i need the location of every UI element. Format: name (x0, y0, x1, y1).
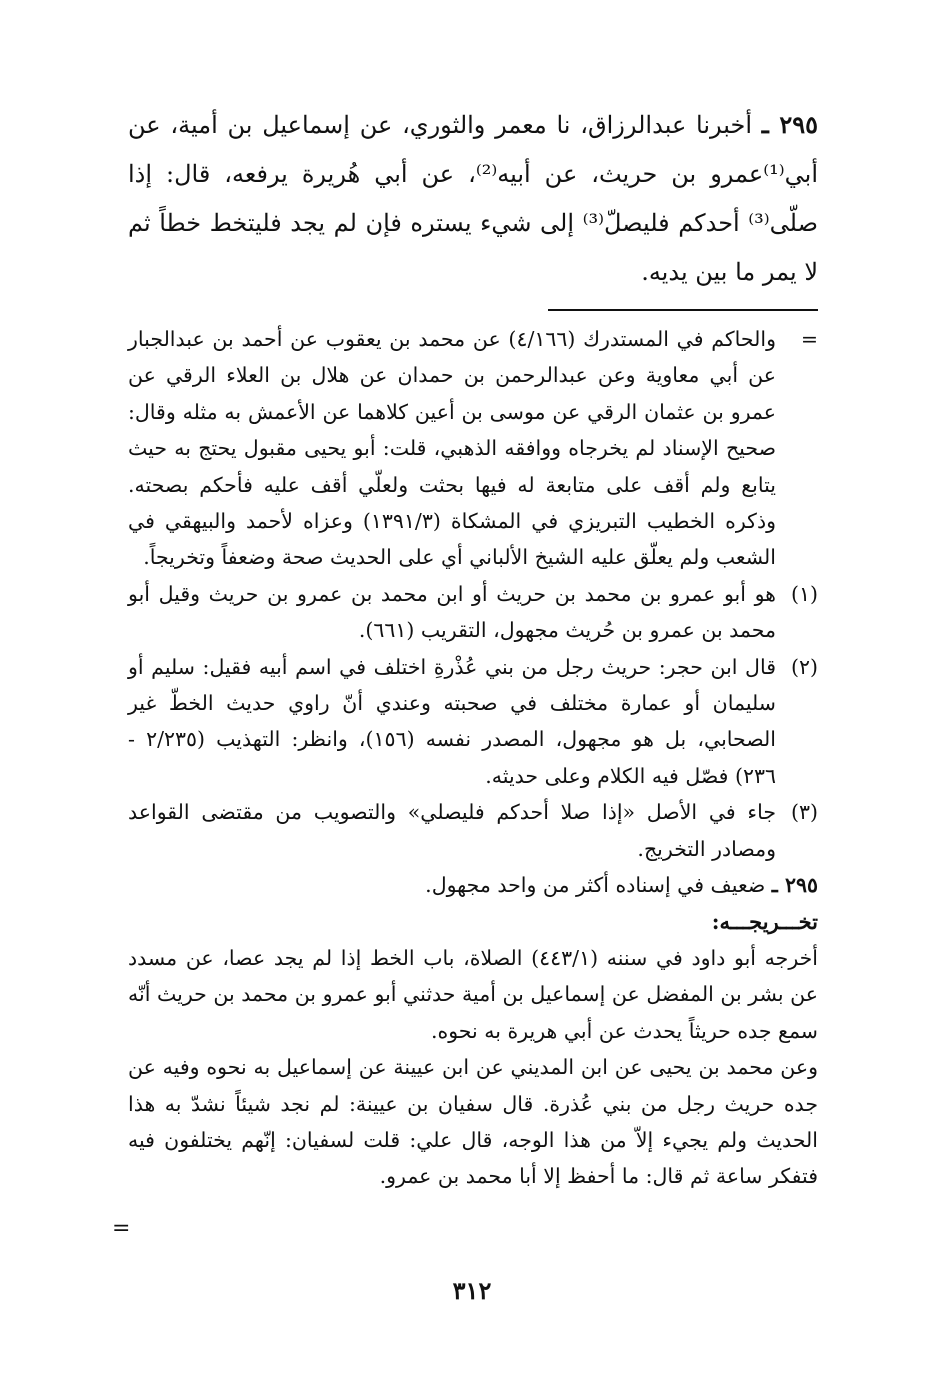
footnote-3-text: جاء في الأصل «إذا صلا أحدكم فليصلي» والتصويب من مقتضى القواعد ومصادر التخريج. (128, 800, 776, 861)
footnote-continuation-mark: = (800, 327, 818, 351)
footnote-3-mark: (٣) (790, 800, 818, 825)
hadith-text (128, 100, 818, 297)
footnote-separator (548, 309, 818, 311)
grading-text: ضعيف في إسناده أكثر من واحد مجهول. (425, 873, 766, 898)
page-content (128, 100, 818, 1195)
hadith-number: ٢٩٥ ـ (761, 110, 818, 139)
footnote-3 (128, 794, 818, 867)
footnote-2-mark: (٢) (790, 654, 818, 679)
footnote-continuation-text: والحاكم في المستدرك (٤/١٦٦) عن محمد بن يعقوب عن أحمد بن عبدالجبار عن أبي معاوية وعن عبدالرحمن بن حمدان عن هلال بن العلاء الرقي عن عمرو بن عثمان الرقي عن موسى بن أعين كلاهما عن الأعمش به مثله وقال: صحيح الإسناد لم يخرجاه ووافقه الذهبي، قلت: أبو يحيى مقبول يحتج به حيث يتابع ولم أقف على متابعة له فيها بحثت ولعلّي أقف عليه فأحكم بصحته. وذكره الخطيب التبريزي في المشكاة (١٣٩١/٣) وعزاه لأحمد والبيهقي في الشعب ولم يعلّق عليه الشيخ الألباني أي على الحديث صحة وضعفاً وتخريجاً. (128, 327, 776, 570)
footnote-1 (128, 576, 818, 649)
takhrij-heading: تخـــريجـــه: (711, 908, 818, 934)
footnote-1-text: هو أبو عمرو بن محمد بن حريث أو ابن محمد بن عمرو بن حريث وقيل أبو محمد بن عمرو بن حُريث مجهول، التقريب (٦٦١). (128, 581, 776, 643)
hadith-body: أخبرنا عبدالرزاق، نا معمر والثوري، عن إسماعيل بن أمية، عن أبي⁽¹⁾عمرو بن حريث، عن أبيه⁽²⁾، عن أبي هُريرة يرفعه، قال: إذا صلّى⁽³⁾ أحدكم فليصلّ⁽³⁾ إلى شيء يستره فإن لم يجد فليتخط خطاً ثم لا يمر ما بين يديه. (128, 111, 819, 286)
grading-number: ٢٩٥ ـ (771, 873, 818, 898)
takhrij-paragraph-1: أخرجه أبو داود في سننه (٤٤٣/١) الصلاة، باب الخط إذا لم يجد عصا، عن مسدد عن بشر بن المفضل عن إسماعيل بن أمية حدثني أبو عمرو بن محمد بن حريث أنّه سمع جده حريثاً يحدث عن أبي هريرة به نحوه. (128, 945, 818, 1043)
footnote-continuation (128, 321, 818, 576)
footnote-1-mark: (١) (790, 581, 818, 606)
grading-line (128, 867, 818, 903)
footnote-2-text: قال ابن حجر: حريث رجل من بني عُذْرةِ اختلف في اسم أبيه فقيل: سليم أو سليمان أو عمارة مختلف في صحبته وعندي أنّ راوي حديث الخطّ غير الصحابي، بل هو مجهول، المصدر نفسه (١٥٦)، وانظر: التهذيب (٢/٢٣٥ - ٢٣٦) فصّل فيه الكلام وعلى حديثه. (128, 654, 776, 788)
page-continuation-mark: = (112, 1216, 131, 1241)
page-number: ٣١٢ (452, 1276, 492, 1305)
footnote-2 (128, 649, 818, 795)
takhrij-paragraph-2: وعن محمد بن يحيى عن ابن المديني عن ابن عيينة عن إسماعيل به نحوه وفيه عن جده حريث رجل من بني عُذرة. قال سفيان بن عيينة: لم نجد شيئاً نشدّ به هذا الحديث ولم يجيء إلاّ من هذا الوجه، قال علي: قلت لسفيان: إنّهم يختلفون فيه فتفكر ساعة ثم قال: ما أحفظ إلا أبا محمد بن عمرو. (128, 1055, 818, 1189)
